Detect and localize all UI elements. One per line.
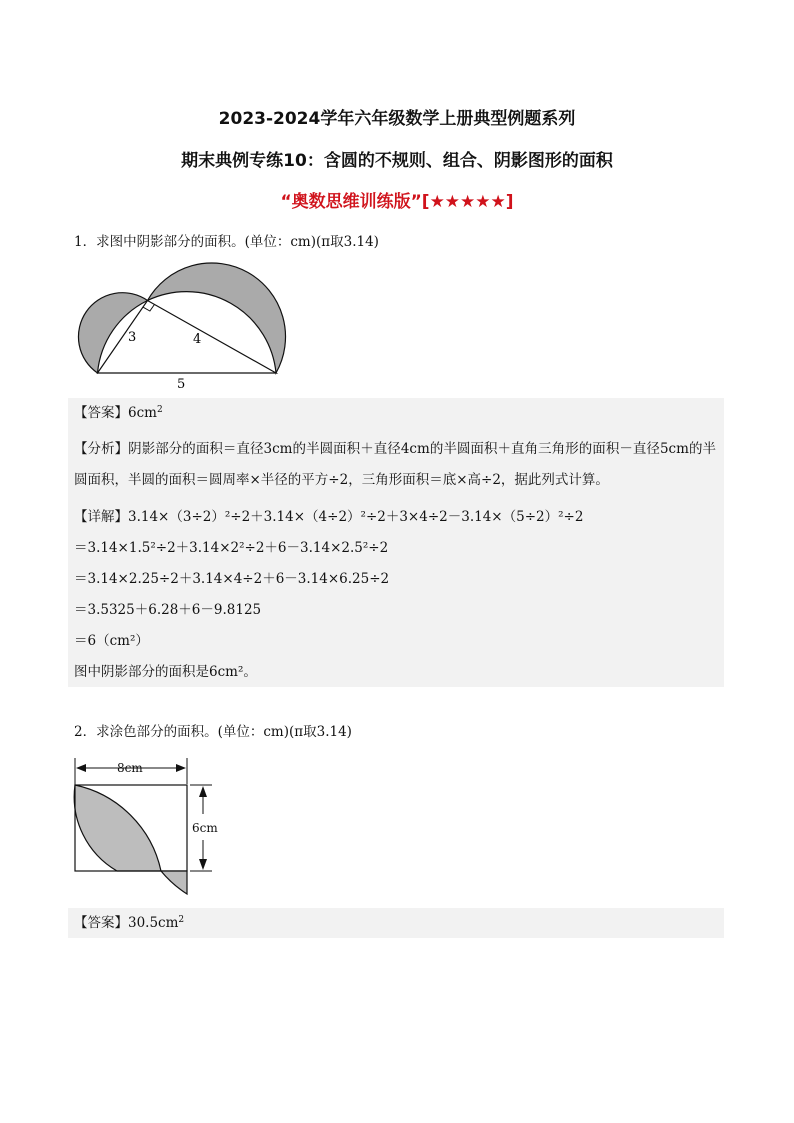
detail-step-4: ＝3.5325＋6.28＋6－9.8125: [74, 602, 262, 618]
detail-tag: 【详解】: [74, 509, 128, 525]
hypotenuse-label: 5: [177, 377, 186, 392]
answer-tag-2: 【答案】: [74, 915, 128, 931]
height-label: 6cm: [192, 821, 218, 835]
detail-step-3: ＝3.14×2.25÷2＋3.14×4÷2＋6－3.14×6.25÷2: [74, 571, 390, 587]
shaded-region-left: [78, 293, 147, 373]
shaded-region-right: [148, 263, 286, 373]
q2-solution-panel: [68, 908, 724, 938]
question-1-text: 1．求图中阴影部分的面积。(单位：cm)(π取3.14): [74, 234, 379, 250]
analysis-line: [74, 434, 716, 496]
detail-step-2: ＝3.14×1.5²÷2＋3.14×2²÷2＋6－3.14×2.5²÷2: [74, 540, 389, 556]
question-2-overflow-segment: [150, 868, 195, 898]
worksheet-title: 2023-2024学年六年级数学上册典型例题系列: [218, 109, 576, 129]
difficulty-banner: “奥数思维训练版”[★★★★★]: [280, 192, 514, 212]
answer-value: 6cm: [128, 405, 157, 421]
question-1-figure: [72, 256, 292, 396]
q1-solution-panel: [68, 398, 724, 687]
shaded-lens: [74, 785, 161, 871]
answer-tag: 【答案】: [74, 405, 128, 421]
detail-line-1: [74, 507, 716, 527]
analysis-tag: 【分析】: [74, 441, 129, 457]
worksheet-subtitle: 期末典例专练10：含圆的不规则、组合、阴影图形的面积: [181, 151, 613, 171]
answer-line-2: [74, 913, 716, 933]
answer-value-2: 30.5cm: [128, 915, 179, 931]
question-2-text: 2．求涂色部分的面积。(单位：cm)(π取3.14): [74, 724, 352, 740]
leg-long-label: 4: [193, 332, 202, 347]
detail-conclusion: 图中阴影部分的面积是6cm²。: [74, 664, 257, 680]
analysis-text: 阴影部分的面积＝直径3cm的半圆面积＋直径4cm的半圆面积＋直角三角形的面积－直径5cm的半圆面积，半圆的面积＝圆周率×半径的平方÷2，三角形面积＝底×高÷2，据此列式计算。: [74, 441, 716, 488]
question-2-figure: [70, 752, 230, 877]
answer-exponent: 2: [156, 405, 163, 415]
answer-line: [74, 403, 716, 423]
answer-exponent-2: 2: [178, 915, 185, 925]
leg-short-label: 3: [128, 330, 137, 345]
detail-step-5: ＝6（cm²）: [74, 633, 149, 649]
width-label: 8cm: [117, 761, 143, 775]
detail-step-1: 3.14×（3÷2）²÷2＋3.14×（4÷2）²÷2＋3×4÷2－3.14×（5÷2）²÷2: [128, 509, 584, 525]
